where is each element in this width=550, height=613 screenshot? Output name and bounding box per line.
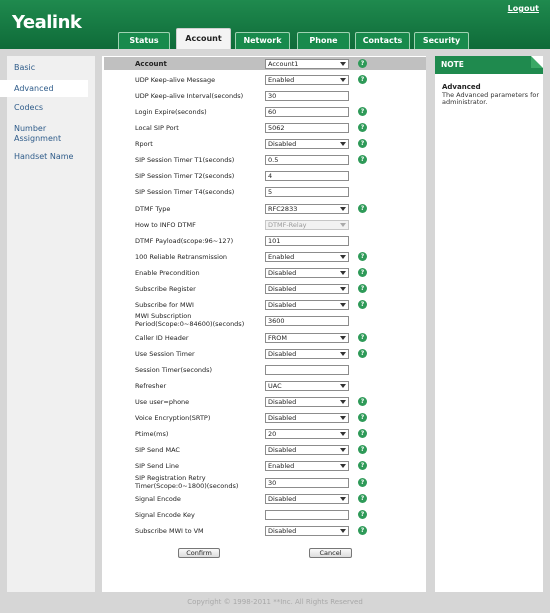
voice-encryption-srtp-label: Voice Encryption(SRTP) [135, 414, 211, 422]
local-sip-port-input[interactable]: 5062 [265, 123, 349, 133]
local-sip-port-label: Local SIP Port [135, 124, 179, 132]
help-icon[interactable]: ? [358, 123, 367, 132]
confirm-button[interactable]: Confirm [178, 548, 220, 558]
help-icon[interactable]: ? [358, 510, 367, 519]
account-select[interactable]: Account1 [265, 59, 349, 69]
sip-registration-retry-timer-scope-0-1800-seconds-label: SIP Registration Retry Timer(Scope:0~1800)(seconds) [135, 474, 239, 490]
help-icon[interactable]: ? [358, 284, 367, 293]
voice-encryption-srtp-select[interactable]: Disabled [265, 413, 349, 423]
enable-precondition-select[interactable]: Disabled [265, 268, 349, 278]
help-icon[interactable]: ? [358, 252, 367, 261]
sip-session-timer-t1-seconds-label: SIP Session Timer T1(seconds) [135, 156, 235, 164]
subscribe-register-select[interactable]: Disabled [265, 284, 349, 294]
help-icon[interactable]: ? [358, 429, 367, 438]
enable-precondition-label: Enable Precondition [135, 269, 200, 277]
tab-security[interactable]: Security [414, 32, 469, 49]
tab-network[interactable]: Network [235, 32, 290, 49]
help-icon[interactable]: ? [358, 155, 367, 164]
use-user-phone-label: Use user=phone [135, 398, 190, 406]
100-reliable-retransmission-label: 100 Reliable Retransmission [135, 253, 228, 261]
sidebar-item-codecs[interactable]: Codecs [14, 103, 44, 112]
help-icon[interactable]: ? [358, 397, 367, 406]
sip-session-timer-t4-seconds-label: SIP Session Timer T4(seconds) [135, 188, 235, 196]
logout-link[interactable]: Logout [507, 4, 539, 13]
rport-label: Rport [135, 140, 153, 148]
dtmf-payload-scope-96-127-label: DTMF Payload(scope:96~127) [135, 237, 234, 245]
help-icon[interactable]: ? [358, 413, 367, 422]
help-icon[interactable]: ? [358, 300, 367, 309]
sip-session-timer-t1-seconds-input[interactable]: 0.5 [265, 155, 349, 165]
subscribe-mwi-to-vm-select[interactable]: Disabled [265, 526, 349, 536]
help-icon[interactable]: ? [358, 107, 367, 116]
use-session-timer-label: Use Session Timer [135, 350, 195, 358]
yealink-logo: Yealink [12, 12, 82, 33]
note-panel [435, 56, 543, 592]
subscribe-register-label: Subscribe Register [135, 285, 196, 293]
sidebar-item-number-assignment[interactable]: Number Assignment [14, 124, 62, 143]
signal-encode-key-label: Signal Encode Key [135, 511, 195, 519]
sidebar-item-advanced[interactable]: Advanced [0, 80, 88, 97]
udp-keep-alive-interval-seconds-label: UDP Keep-alive Interval(seconds) [135, 92, 244, 100]
help-icon[interactable]: ? [358, 461, 367, 470]
dtmf-payload-scope-96-127-input[interactable]: 101 [265, 236, 349, 246]
help-icon[interactable]: ? [358, 59, 367, 68]
rport-select[interactable]: Disabled [265, 139, 349, 149]
note-text: The Advanced parameters for administrator. [442, 91, 540, 106]
help-icon[interactable]: ? [358, 445, 367, 454]
signal-encode-key-input[interactable] [265, 510, 349, 520]
tab-status[interactable]: Status [118, 32, 170, 49]
note-title: Advanced [442, 83, 481, 91]
copyright-footer: Copyright © 1998-2011 **Inc. All Rights Reserved [187, 598, 363, 606]
help-icon[interactable]: ? [358, 75, 367, 84]
sip-send-line-select[interactable]: Enabled [265, 461, 349, 471]
sip-session-timer-t2-seconds-input[interactable]: 4 [265, 171, 349, 181]
signal-encode-select[interactable]: Disabled [265, 494, 349, 504]
session-timer-seconds-label: Session Timer(seconds) [135, 366, 213, 374]
help-icon[interactable]: ? [358, 139, 367, 148]
refresher-label: Refresher [135, 382, 167, 390]
sip-session-timer-t4-seconds-input[interactable]: 5 [265, 187, 349, 197]
use-session-timer-select[interactable]: Disabled [265, 349, 349, 359]
how-to-info-dtmf-select: DTMF-Relay [265, 220, 349, 230]
tab-account[interactable]: Account [176, 28, 231, 49]
udp-keep-alive-message-select[interactable]: Enabled [265, 75, 349, 85]
udp-keep-alive-interval-seconds-input[interactable]: 30 [265, 91, 349, 101]
caller-id-header-label: Caller ID Header [135, 334, 189, 342]
note-fold-corner [531, 56, 543, 68]
how-to-info-dtmf-label: How to INFO DTMF [135, 221, 196, 229]
signal-encode-label: Signal Encode [135, 495, 181, 503]
ptime-ms-label: Ptime(ms) [135, 430, 169, 438]
cancel-button[interactable]: Cancel [309, 548, 352, 558]
dtmf-type-label: DTMF Type [135, 205, 171, 213]
help-icon[interactable]: ? [358, 333, 367, 342]
udp-keep-alive-message-label: UDP Keep-alive Message [135, 76, 216, 84]
mwi-subscription-period-scope-0-84600-seconds-input[interactable]: 3600 [265, 316, 349, 326]
caller-id-header-select[interactable]: FROM [265, 333, 349, 343]
help-icon[interactable]: ? [358, 494, 367, 503]
sidebar-item-handset-name[interactable]: Handset Name [14, 152, 74, 161]
subscribe-for-mwi-label: Subscribe for MWI [135, 301, 194, 309]
sip-send-mac-label: SIP Send MAC [135, 446, 180, 454]
subscribe-for-mwi-select[interactable]: Disabled [265, 300, 349, 310]
refresher-select[interactable]: UAC [265, 381, 349, 391]
tab-contacts[interactable]: Contacts [355, 32, 410, 49]
subscribe-mwi-to-vm-label: Subscribe MWI to VM [135, 527, 204, 535]
help-icon[interactable]: ? [358, 478, 367, 487]
sip-registration-retry-timer-scope-0-1800-seconds-input[interactable]: 30 [265, 478, 349, 488]
sidebar-item-basic[interactable]: Basic [14, 63, 36, 72]
help-icon[interactable]: ? [358, 204, 367, 213]
note-header: NOTE [435, 56, 543, 74]
ptime-ms-select[interactable]: 20 [265, 429, 349, 439]
login-expire-seconds-label: Login Expire(seconds) [135, 108, 207, 116]
sip-send-line-label: SIP Send Line [135, 462, 180, 470]
help-icon[interactable]: ? [358, 526, 367, 535]
mwi-subscription-period-scope-0-84600-seconds-label: MWI Subscription Period(Scope:0~84600)(seconds) [135, 312, 245, 328]
help-icon[interactable]: ? [358, 268, 367, 277]
login-expire-seconds-input[interactable]: 60 [265, 107, 349, 117]
session-timer-seconds-input[interactable] [265, 365, 349, 375]
tab-phone[interactable]: Phone [297, 32, 350, 49]
account-label: Account [135, 60, 167, 68]
help-icon[interactable]: ? [358, 349, 367, 358]
100-reliable-retransmission-select[interactable]: Enabled [265, 252, 349, 262]
use-user-phone-select[interactable]: Disabled [265, 397, 349, 407]
sip-session-timer-t2-seconds-label: SIP Session Timer T2(seconds) [135, 172, 235, 180]
dtmf-type-select[interactable]: RFC2833 [265, 204, 349, 214]
sip-send-mac-select[interactable]: Disabled [265, 445, 349, 455]
